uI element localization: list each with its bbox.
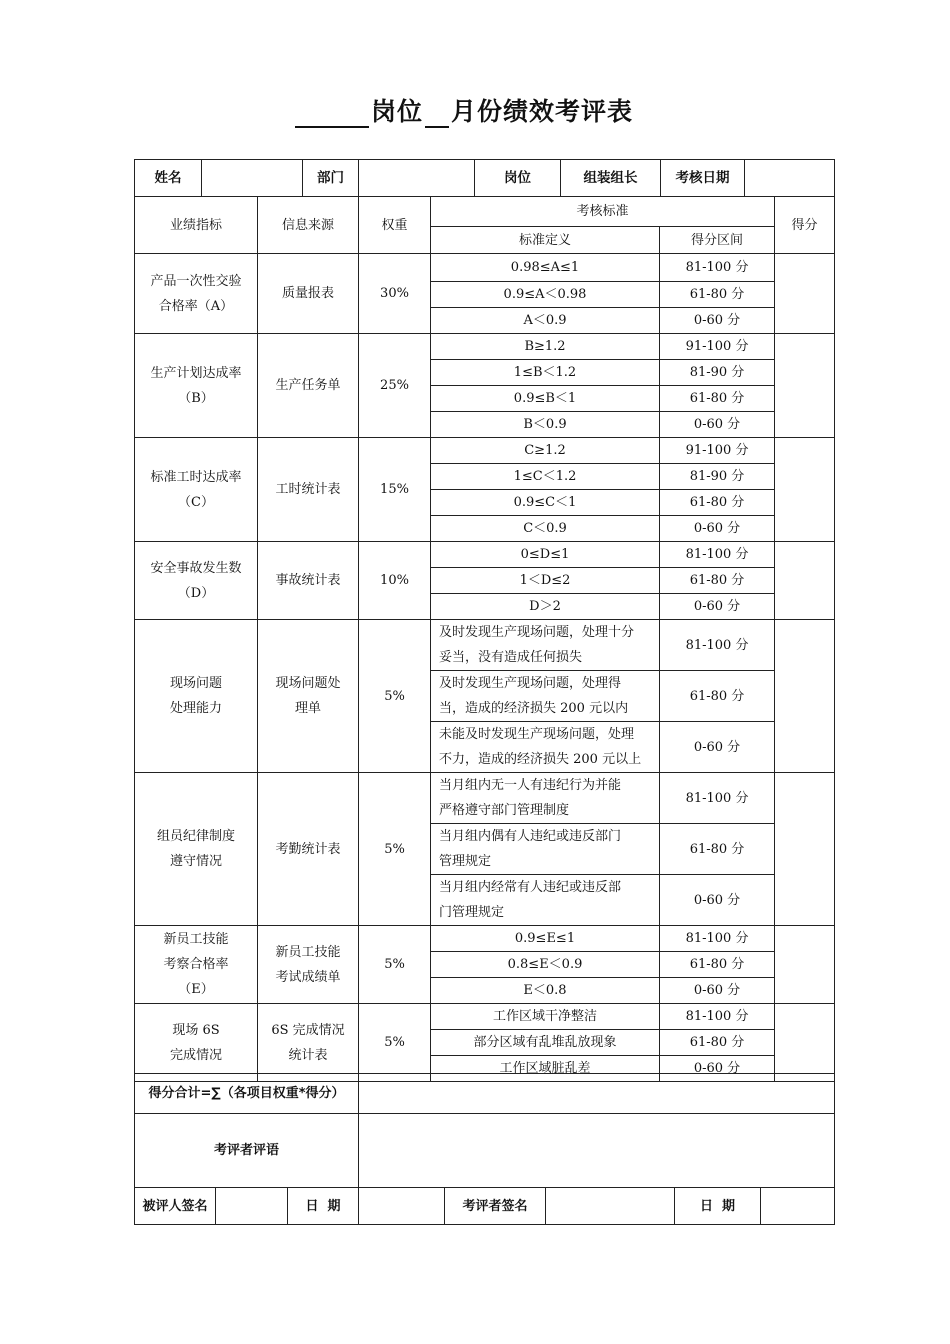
source-cell	[258, 1004, 359, 1082]
text-line: 新员工技能	[275, 944, 341, 960]
range-cell: 61-80 分	[660, 490, 775, 516]
range-cell: 61-80 分	[660, 282, 775, 308]
comment-label: 考评者评语	[135, 1114, 359, 1188]
score-field[interactable]	[775, 334, 835, 438]
criteria-row	[135, 254, 835, 282]
name-field[interactable]	[202, 160, 303, 197]
definition-cell: A＜0.9	[431, 308, 660, 334]
weight-cell: 5%	[359, 773, 431, 926]
col-definition-header: 标准定义	[431, 227, 660, 254]
appraiser-sign-label: 考评者签名	[445, 1188, 546, 1225]
text-line: 组员纪律制度	[156, 829, 235, 844]
definition-cell: E＜0.8	[431, 978, 660, 1004]
score-field[interactable]	[775, 254, 835, 334]
range-cell: 0-60 分	[660, 412, 775, 438]
range-cell: 81-100 分	[660, 542, 775, 568]
text-line: 现场问题处	[275, 676, 341, 691]
definition-cell: 1＜D≤2	[431, 568, 660, 594]
definition-cell: B≥1.2	[431, 334, 660, 360]
date-field[interactable]	[745, 160, 835, 197]
text-line: 现场问题	[169, 676, 222, 691]
range-cell: 61-80 分	[660, 952, 775, 978]
date-label: 考核日期	[661, 160, 745, 197]
weight-cell: 10%	[359, 542, 431, 620]
text-line: 生产任务单	[275, 378, 341, 393]
text-line: 工时统计表	[275, 482, 341, 497]
range-cell: 0-60 分	[660, 516, 775, 542]
range-cell: 61-80 分	[660, 386, 775, 412]
definition-cell	[431, 875, 660, 926]
criteria-row	[135, 1004, 835, 1030]
text-line: 考试成绩单	[275, 969, 341, 985]
indicator-cell	[135, 620, 258, 773]
text-line: 不力，造成的经济损失 200 元以上	[439, 752, 642, 767]
title-part-post: 岗位	[370, 97, 423, 126]
text-line: 遵守情况	[169, 854, 222, 869]
range-cell: 91-100 分	[660, 438, 775, 464]
range-cell: 81-100 分	[660, 620, 775, 671]
title-part-month: 月份绩效考评表	[451, 97, 634, 126]
criteria-row	[135, 542, 835, 568]
total-score-field[interactable]	[359, 1074, 835, 1114]
text-line: 考察合格率	[163, 957, 229, 972]
definition-cell: D＞2	[431, 594, 660, 620]
definition-cell: 0.8≤E＜0.9	[431, 952, 660, 978]
range-cell: 0-60 分	[660, 722, 775, 773]
indicator-cell	[135, 438, 258, 542]
score-field[interactable]	[775, 773, 835, 926]
range-cell: 0-60 分	[660, 875, 775, 926]
col-weight-header: 权重	[359, 197, 431, 254]
text-line: 及时发现生产现场问题，处理十分	[439, 625, 635, 640]
indicator-cell	[135, 773, 258, 926]
range-cell: 81-100 分	[660, 773, 775, 824]
range-cell: 61-80 分	[660, 1030, 775, 1056]
weight-cell: 5%	[359, 1004, 431, 1082]
score-field[interactable]	[775, 926, 835, 1004]
date2-field[interactable]	[761, 1188, 835, 1225]
text-line: 标准工时达成率	[150, 469, 242, 485]
source-cell	[258, 620, 359, 773]
text-line: 现场 6S	[172, 1022, 220, 1038]
text-line: 管理规定	[439, 854, 492, 869]
source-cell	[258, 254, 359, 334]
text-line: 6S 完成情况	[271, 1022, 345, 1038]
indicator-cell	[135, 1004, 258, 1082]
text-line: 处理能力	[169, 701, 222, 716]
text-line: 及时发现生产现场问题，处理得	[439, 676, 622, 691]
range-cell: 81-90 分	[660, 464, 775, 490]
appraisee-sign-field[interactable]	[216, 1188, 288, 1225]
score-field[interactable]	[775, 620, 835, 773]
text-line: 考勤统计表	[275, 841, 341, 857]
month-blank	[425, 102, 449, 128]
col-criteria-header: 考核标准	[431, 197, 775, 227]
range-cell: 81-90 分	[660, 360, 775, 386]
text-line: 妥当，没有造成任何损失	[439, 650, 583, 665]
indicator-cell	[135, 926, 258, 1004]
score-field[interactable]	[775, 542, 835, 620]
dept-field[interactable]	[359, 160, 475, 197]
page-title	[0, 92, 928, 128]
text-line: 理单	[294, 701, 321, 716]
text-line: 新员工技能	[163, 932, 229, 947]
definition-cell: 0.98≤A≤1	[431, 254, 660, 282]
weight-cell: 25%	[359, 334, 431, 438]
definition-cell: 工作区域脏乱差	[431, 1056, 660, 1082]
post-value: 组装组长	[561, 160, 661, 197]
text-line: 完成情况	[169, 1047, 222, 1063]
definition-cell: 工作区域干净整洁	[431, 1004, 660, 1030]
info-table	[134, 159, 835, 197]
col-indicator-header: 业绩指标	[135, 197, 258, 254]
range-cell: 61-80 分	[660, 568, 775, 594]
definition-cell: B＜0.9	[431, 412, 660, 438]
range-cell: 0-60 分	[660, 978, 775, 1004]
date1-field[interactable]	[359, 1188, 445, 1225]
comment-field[interactable]	[359, 1114, 835, 1188]
source-cell	[258, 334, 359, 438]
text-line: 事故统计表	[275, 573, 341, 588]
text-line: 产品一次性交验	[150, 273, 242, 289]
source-cell	[258, 438, 359, 542]
definition-cell: C≥1.2	[431, 438, 660, 464]
range-cell: 81-100 分	[660, 254, 775, 282]
text-line: （B）	[178, 390, 214, 406]
range-cell: 0-60 分	[660, 308, 775, 334]
criteria-row	[135, 926, 835, 952]
text-line: 质量报表	[281, 286, 334, 301]
text-line: 统计表	[288, 1047, 328, 1063]
definition-cell: 部分区域有乱堆乱放现象	[431, 1030, 660, 1056]
definition-cell: 0.9≤B＜1	[431, 386, 660, 412]
range-cell: 81-100 分	[660, 926, 775, 952]
col-source-header: 信息来源	[258, 197, 359, 254]
text-line: 生产计划达成率	[150, 365, 242, 381]
indicator-cell	[135, 542, 258, 620]
weight-cell: 15%	[359, 438, 431, 542]
text-line: 未能及时发现生产现场问题，处理	[439, 727, 635, 742]
criteria-row	[135, 438, 835, 464]
range-cell: 0-60 分	[660, 594, 775, 620]
score-field[interactable]	[775, 1004, 835, 1082]
definition-cell: 0.9≤A＜0.98	[431, 282, 660, 308]
post-blank	[295, 102, 369, 128]
text-line: （D）	[177, 585, 215, 601]
text-line: 严格遵守部门管理制度	[439, 803, 570, 818]
definition-cell: 0.9≤C＜1	[431, 490, 660, 516]
total-score-label: 得分合计=∑（各项目权重*得分）	[135, 1074, 359, 1114]
weight-cell: 5%	[359, 620, 431, 773]
definition-cell	[431, 824, 660, 875]
col-score-header: 得分	[775, 197, 835, 254]
text-line: 安全事故发生数	[150, 560, 242, 576]
source-cell	[258, 773, 359, 926]
source-cell	[258, 926, 359, 1004]
text-line: 当月组内无一人有违纪行为并能	[439, 778, 622, 793]
text-line: 门管理规定	[439, 905, 505, 920]
criteria-row	[135, 334, 835, 360]
text-line: 当月组内偶有人违纪或违反部门	[439, 829, 622, 844]
definition-cell: 0≤D≤1	[431, 542, 660, 568]
text-line: 当，造成的经济损失 200 元以内	[439, 701, 629, 716]
indicator-cell	[135, 254, 258, 334]
weight-cell: 30%	[359, 254, 431, 334]
source-cell	[258, 542, 359, 620]
definition-cell	[431, 722, 660, 773]
definition-cell	[431, 773, 660, 824]
dept-label: 部门	[303, 160, 359, 197]
criteria-row	[135, 620, 835, 671]
range-cell: 61-80 分	[660, 824, 775, 875]
name-label: 姓名	[135, 160, 202, 197]
range-cell: 61-80 分	[660, 671, 775, 722]
criteria-table	[134, 196, 835, 1082]
definition-cell	[431, 620, 660, 671]
text-line: （C）	[178, 494, 214, 510]
indicator-cell	[135, 334, 258, 438]
range-cell: 81-100 分	[660, 1004, 775, 1030]
definition-cell: 1≤B＜1.2	[431, 360, 660, 386]
weight-cell: 5%	[359, 926, 431, 1004]
date1-label: 日 期	[288, 1188, 359, 1225]
definition-cell: 1≤C＜1.2	[431, 464, 660, 490]
score-field[interactable]	[775, 438, 835, 542]
text-line: （E）	[178, 982, 214, 997]
criteria-row	[135, 773, 835, 824]
appraiser-sign-field[interactable]	[546, 1188, 675, 1225]
post-label: 岗位	[475, 160, 561, 197]
appraisee-sign-label: 被评人签名	[135, 1188, 216, 1225]
range-cell: 0-60 分	[660, 1056, 775, 1082]
text-line: 当月组内经常有人违纪或违反部	[439, 880, 622, 895]
range-cell: 91-100 分	[660, 334, 775, 360]
text-line: 合格率（A）	[158, 298, 234, 314]
definition-cell: 0.9≤E≤1	[431, 926, 660, 952]
definition-cell: C＜0.9	[431, 516, 660, 542]
footer-table	[134, 1073, 835, 1225]
definition-cell	[431, 671, 660, 722]
date2-label: 日 期	[675, 1188, 761, 1225]
col-range-header: 得分区间	[660, 227, 775, 254]
